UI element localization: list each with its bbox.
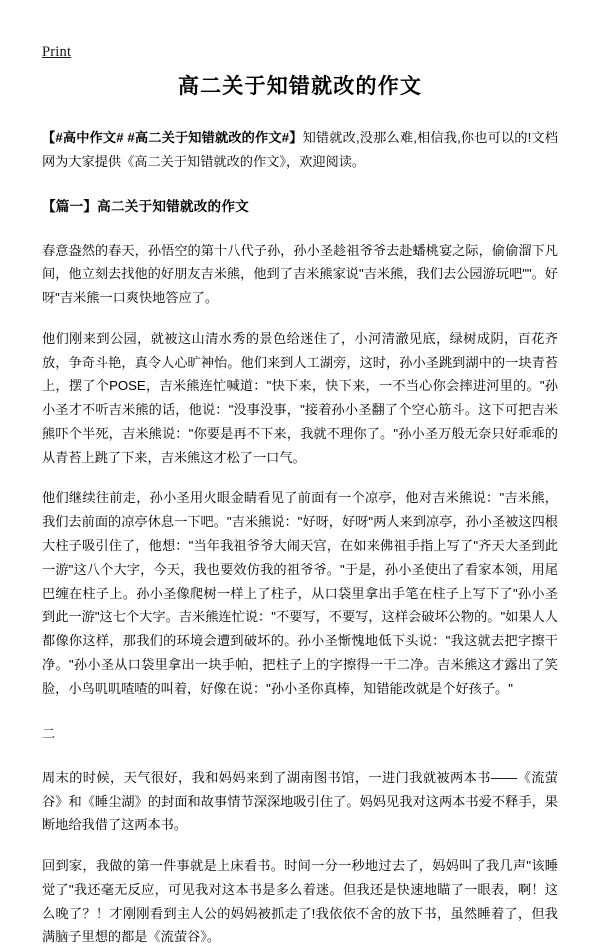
lead-text: 知错就改,没那么难,相信我,你也可以的!文档网为大家提供《高二关于知错就改的作文》，欢迎阅读。 xyxy=(42,130,558,169)
spacer xyxy=(42,700,558,722)
spacer xyxy=(42,746,558,766)
spacer xyxy=(42,102,558,126)
page-title: 高二关于知错就改的作文 xyxy=(177,75,423,98)
spacer xyxy=(42,219,558,239)
lead-paragraph xyxy=(42,126,558,173)
print-link[interactable]: Print xyxy=(42,44,72,60)
section-1-paragraph-2: 他们刚来到公园，就被这山清水秀的景色给迷住了，小河清澈见底，绿树成阴，百花齐放，争奇斗艳，真令人心旷神怡。他们来到人工湖旁，这时，孙小圣跳到湖中的一块青苔上，摆了个POSE，吉米熊连忙喊道："快下来，快下来，一不当心你会摔进河里的。"孙小圣才不听吉米熊的话，他说："没事没事，"接着孙小圣翻了个空心筋斗。这下可把吉米熊吓个半死，吉米熊说："你要是再不下来，我就不理你了。"孙小圣万般无奈只好乖乖的从青苔上跳了下来，吉米熊这才松了一口气。 xyxy=(42,330,558,465)
section-2-paragraph-1: 周末的时候，天气很好，我和妈妈来到了湖南图书馆，一进门我就被两本书——《流萤谷》和《睡尘湖》的封面和故事情节深深地吸引住了。妈妈见我对这两本书爱不释手，果断地给我借了这两本书。 xyxy=(42,769,558,833)
spacer xyxy=(42,310,558,327)
document-content xyxy=(42,72,558,949)
spacer xyxy=(42,173,558,195)
section-1-paragraph-3: 他们继续往前走，孙小圣用火眼金睛看见了前面有一个凉亭，他对吉米熊说："吉米熊，我们去前面的凉亭休息一下吧。"吉米熊说："好呀，好呀"两人来到凉亭，孙小圣被这四根大柱子吸引住了，他想："当年我祖爷爷大闹天宫，在如来佛祖手指上写了"齐天大圣到此一游"这八个大字，今天，我也要效仿我的祖爷爷。"于是，孙小圣使出了看家本领，用尾巴缠在柱子上。孙小圣像爬树一样上了柱子，从口袋里拿出手笔在柱子上写下了"孙小圣到此一游"这七个大字。吉米熊连忙说："不要写，不要写，这样会破坏公物的。"如果人人都像你这样，那我们的环境会遭到破坏的。孙小圣惭愧地低下头说："我这就去把字擦干净。"孙小圣从口袋里拿出一块手帕，把柱子上的字擦得一干二净。吉米熊这才露出了笑脸，小鸟叽叽喳喳的叫着，好像在说："孙小圣你真棒，知错能改就是个好孩子。" xyxy=(42,490,558,696)
section-heading-2: 二 xyxy=(42,726,56,742)
section-2-paragraph-2: 回到家，我做的第一件事就是上床看书。时间一分一秒地过去了，妈妈叫了我几声"该睡觉了"我还毫无反应，可见我对这本书是多么着迷。但我还是快速地瞄了一眼表，啊！这么晚了？！才刚刚看到主人公的妈妈被抓走了!我依依不舍的放下书，虽然睡着了，但我满脑子里想的都是《流萤谷》。 xyxy=(42,858,558,945)
section-1-paragraph-1: 春意盎然的春天，孙悟空的第十八代子孙，孙小圣趁祖爷爷去赴蟠桃宴之际，偷偷溜下凡间，他立刻去找他的好朋友吉米熊，他到了吉米熊家说"吉米熊，我们去公园游玩吧""。好呀"吉米熊一口爽快地答应了。 xyxy=(42,242,558,306)
section-heading-1: 【篇一】高二关于知错就改的作文 xyxy=(42,199,249,215)
lead-tags: 【#高中作文# #高二关于知错就改的作文#】 xyxy=(42,130,303,146)
spacer xyxy=(42,837,558,854)
spacer xyxy=(42,469,558,486)
